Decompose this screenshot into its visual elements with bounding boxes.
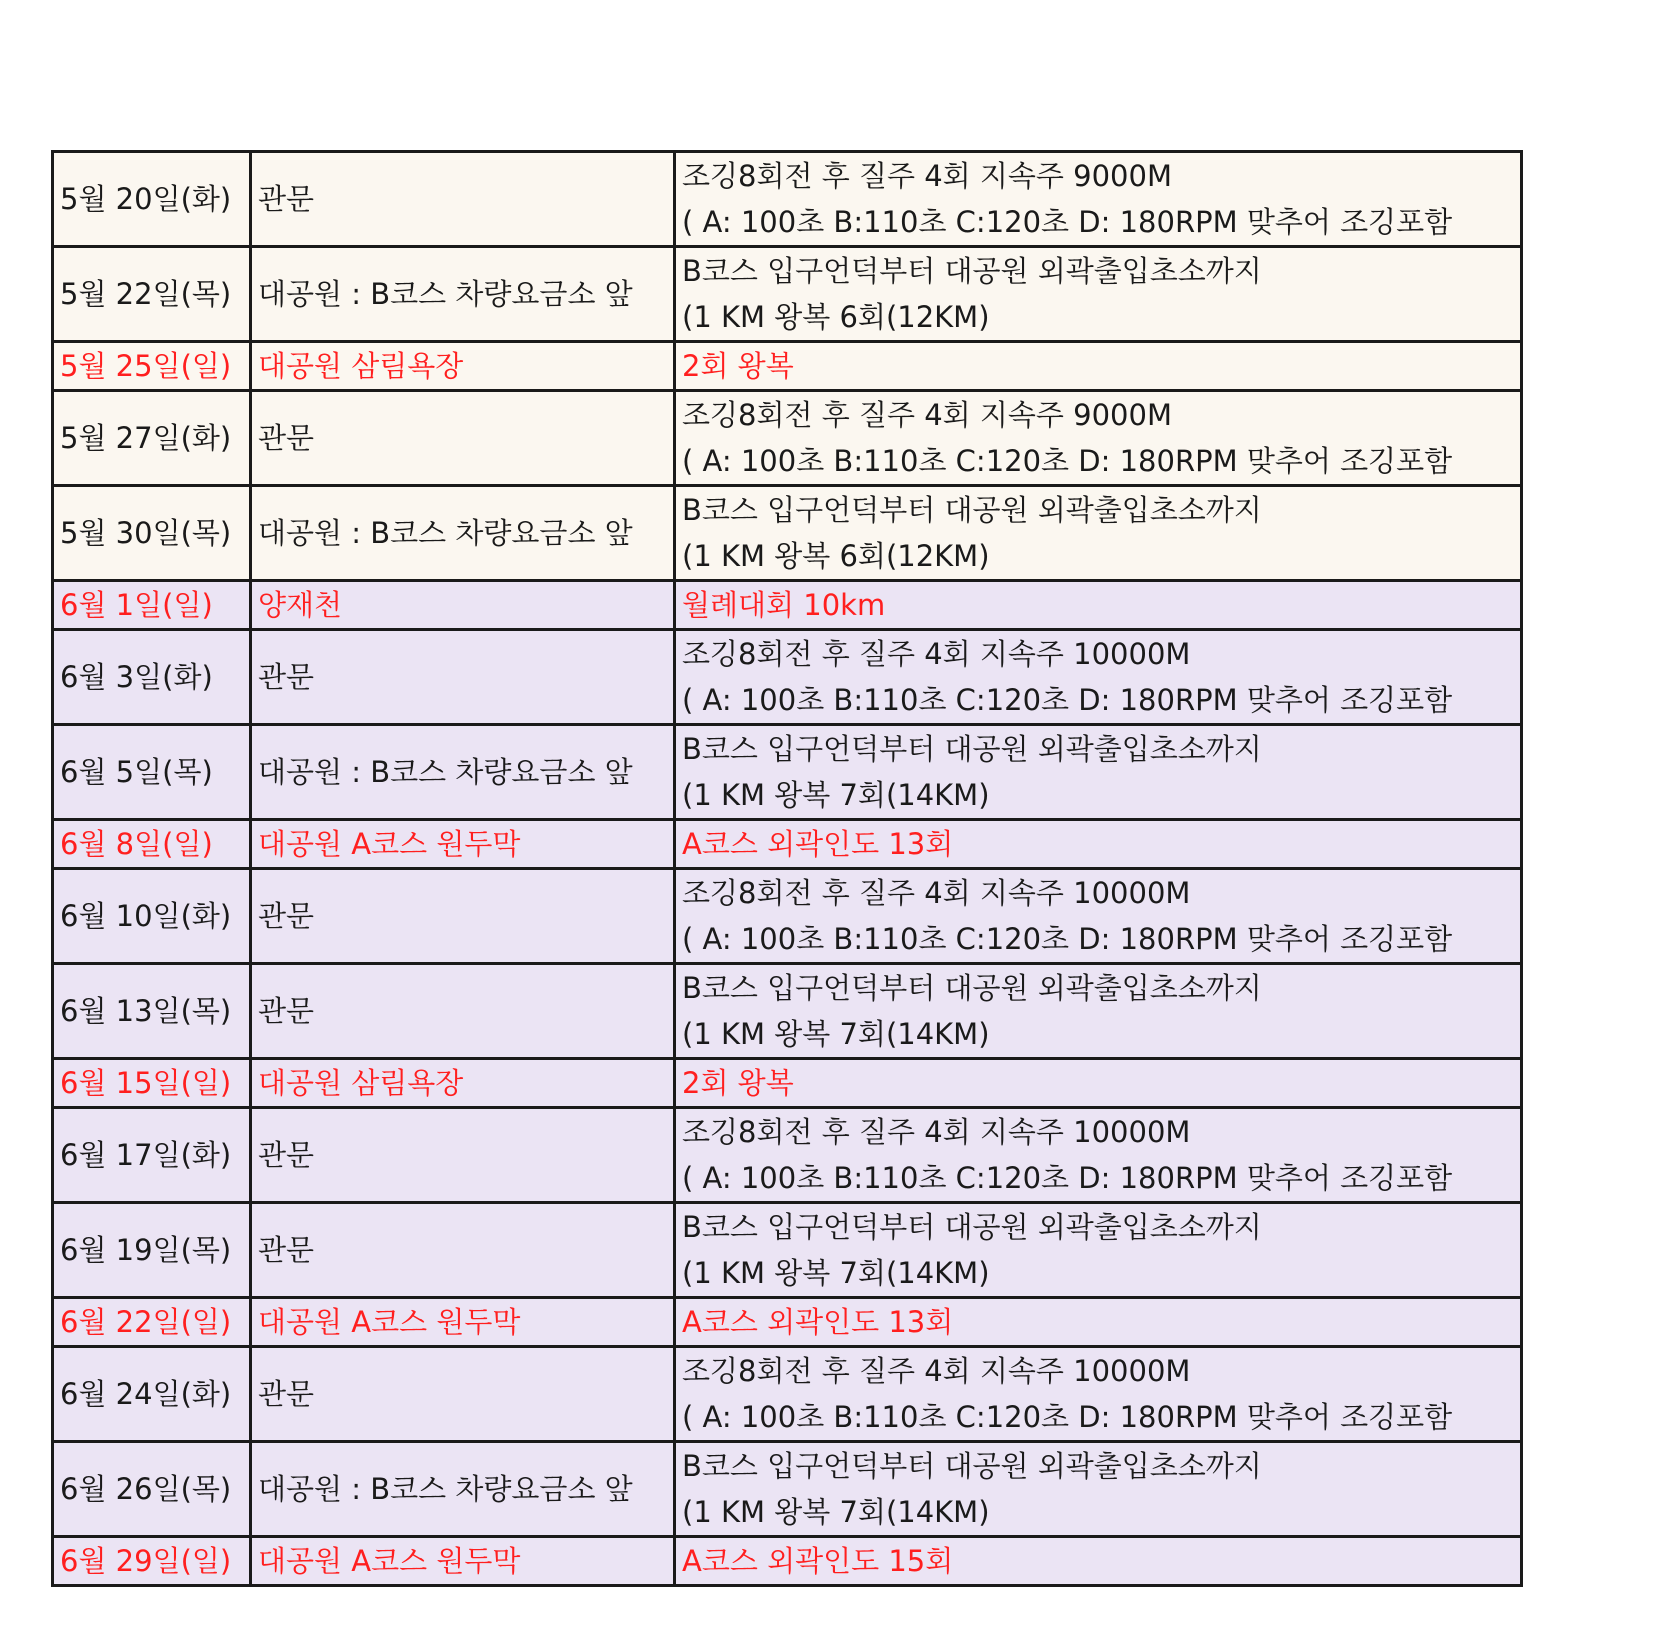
plan-cell [675, 1298, 1522, 1347]
plan-line: B코스 입구언덕부터 대공원 외곽출입초소까지 [682, 732, 1262, 766]
location-cell: 대공원 삼림욕장 [251, 1059, 675, 1108]
plan-line: 조깅8회전 후 질주 4회 지속주 9000M [682, 398, 1172, 432]
location-cell: 대공원 : B코스 차량요금소 앞 [251, 1442, 675, 1537]
plan-line: (1 KM 왕복 6회(12KM) [682, 539, 990, 573]
location-cell: 관문 [251, 869, 675, 964]
table-row [53, 486, 1522, 581]
date-cell: 6월 19일(목) [53, 1203, 251, 1298]
plan-line: 2회 왕복 [682, 1066, 794, 1100]
plan-line: (1 KM 왕복 7회(14KM) [682, 1495, 990, 1529]
date-cell: 5월 22일(목) [53, 247, 251, 342]
plan-cell [675, 1442, 1522, 1537]
location-cell: 대공원 삼림욕장 [251, 342, 675, 391]
plan-cell [675, 342, 1522, 391]
table-row [53, 342, 1522, 391]
plan-line: B코스 입구언덕부터 대공원 외곽출입초소까지 [682, 254, 1262, 288]
table-row [53, 820, 1522, 869]
table-row [53, 1347, 1522, 1442]
date-cell: 5월 27일(화) [53, 391, 251, 486]
plan-cell [675, 869, 1522, 964]
plan-line: 조깅8회전 후 질주 4회 지속주 10000M [682, 637, 1191, 671]
plan-line: B코스 입구언덕부터 대공원 외곽출입초소까지 [682, 971, 1262, 1005]
plan-line: ( A: 100초 B:110초 C:120초 D: 180RPM 맞추어 조깅포함 [682, 1400, 1453, 1434]
date-cell: 5월 20일(화) [53, 152, 251, 247]
plan-cell [675, 486, 1522, 581]
plan-line: 2회 왕복 [682, 349, 794, 383]
table-row [53, 1442, 1522, 1537]
table-row [53, 630, 1522, 725]
plan-cell [675, 820, 1522, 869]
plan-cell [675, 152, 1522, 247]
date-cell: 6월 10일(화) [53, 869, 251, 964]
location-cell: 관문 [251, 391, 675, 486]
location-cell: 대공원 : B코스 차량요금소 앞 [251, 247, 675, 342]
plan-cell [675, 247, 1522, 342]
location-cell: 관문 [251, 1108, 675, 1203]
date-cell: 6월 29일(일) [53, 1537, 251, 1586]
table-row [53, 1203, 1522, 1298]
plan-line: (1 KM 왕복 6회(12KM) [682, 300, 990, 334]
table-row [53, 391, 1522, 486]
location-cell: 대공원 A코스 원두막 [251, 820, 675, 869]
date-cell: 5월 30일(목) [53, 486, 251, 581]
date-cell: 6월 15일(일) [53, 1059, 251, 1108]
plan-line: ( A: 100초 B:110초 C:120초 D: 180RPM 맞추어 조깅포함 [682, 683, 1453, 717]
location-cell: 대공원 : B코스 차량요금소 앞 [251, 486, 675, 581]
plan-cell [675, 1108, 1522, 1203]
plan-line: (1 KM 왕복 7회(14KM) [682, 778, 990, 812]
plan-cell [675, 630, 1522, 725]
date-cell: 6월 26일(목) [53, 1442, 251, 1537]
table-row [53, 581, 1522, 630]
table-row [53, 964, 1522, 1059]
plan-line: B코스 입구언덕부터 대공원 외곽출입초소까지 [682, 1210, 1262, 1244]
plan-cell [675, 1059, 1522, 1108]
date-cell: 6월 17일(화) [53, 1108, 251, 1203]
date-cell: 6월 5일(목) [53, 725, 251, 820]
location-cell: 관문 [251, 630, 675, 725]
date-cell: 6월 24일(화) [53, 1347, 251, 1442]
plan-line: 조깅8회전 후 질주 4회 지속주 9000M [682, 159, 1172, 193]
location-cell: 양재천 [251, 581, 675, 630]
date-cell: 6월 22일(일) [53, 1298, 251, 1347]
training-schedule-table [51, 150, 1523, 1587]
plan-line: (1 KM 왕복 7회(14KM) [682, 1256, 990, 1290]
plan-line: 조깅8회전 후 질주 4회 지속주 10000M [682, 876, 1191, 910]
date-cell: 6월 3일(화) [53, 630, 251, 725]
plan-line: 월례대회 10km [682, 588, 886, 622]
table-row [53, 725, 1522, 820]
plan-cell [675, 1537, 1522, 1586]
table-row [53, 1108, 1522, 1203]
plan-line: ( A: 100초 B:110초 C:120초 D: 180RPM 맞추어 조깅포함 [682, 444, 1453, 478]
date-cell: 5월 25일(일) [53, 342, 251, 391]
plan-cell [675, 391, 1522, 486]
plan-cell [675, 1203, 1522, 1298]
plan-line: B코스 입구언덕부터 대공원 외곽출입초소까지 [682, 1449, 1262, 1483]
table-row [53, 1298, 1522, 1347]
location-cell: 관문 [251, 152, 675, 247]
plan-line: A코스 외곽인도 13회 [682, 827, 954, 861]
plan-line: 조깅8회전 후 질주 4회 지속주 10000M [682, 1115, 1191, 1149]
date-cell: 6월 1일(일) [53, 581, 251, 630]
plan-line: B코스 입구언덕부터 대공원 외곽출입초소까지 [682, 493, 1262, 527]
table-row [53, 1537, 1522, 1586]
plan-cell [675, 725, 1522, 820]
location-cell: 관문 [251, 964, 675, 1059]
location-cell: 관문 [251, 1347, 675, 1442]
plan-line: A코스 외곽인도 13회 [682, 1305, 954, 1339]
table-row [53, 152, 1522, 247]
plan-cell [675, 581, 1522, 630]
location-cell: 대공원 A코스 원두막 [251, 1537, 675, 1586]
location-cell: 대공원 : B코스 차량요금소 앞 [251, 725, 675, 820]
plan-line: A코스 외곽인도 15회 [682, 1544, 954, 1578]
plan-line: ( A: 100초 B:110초 C:120초 D: 180RPM 맞추어 조깅포함 [682, 1161, 1453, 1195]
plan-cell [675, 1347, 1522, 1442]
date-cell: 6월 13일(목) [53, 964, 251, 1059]
plan-line: (1 KM 왕복 7회(14KM) [682, 1017, 990, 1051]
date-cell: 6월 8일(일) [53, 820, 251, 869]
table-row [53, 869, 1522, 964]
plan-cell [675, 964, 1522, 1059]
table-row [53, 1059, 1522, 1108]
location-cell: 관문 [251, 1203, 675, 1298]
plan-line: ( A: 100초 B:110초 C:120초 D: 180RPM 맞추어 조깅포함 [682, 922, 1453, 956]
plan-line: ( A: 100초 B:110초 C:120초 D: 180RPM 맞추어 조깅포함 [682, 205, 1453, 239]
plan-line: 조깅8회전 후 질주 4회 지속주 10000M [682, 1354, 1191, 1388]
location-cell: 대공원 A코스 원두막 [251, 1298, 675, 1347]
table-row [53, 247, 1522, 342]
